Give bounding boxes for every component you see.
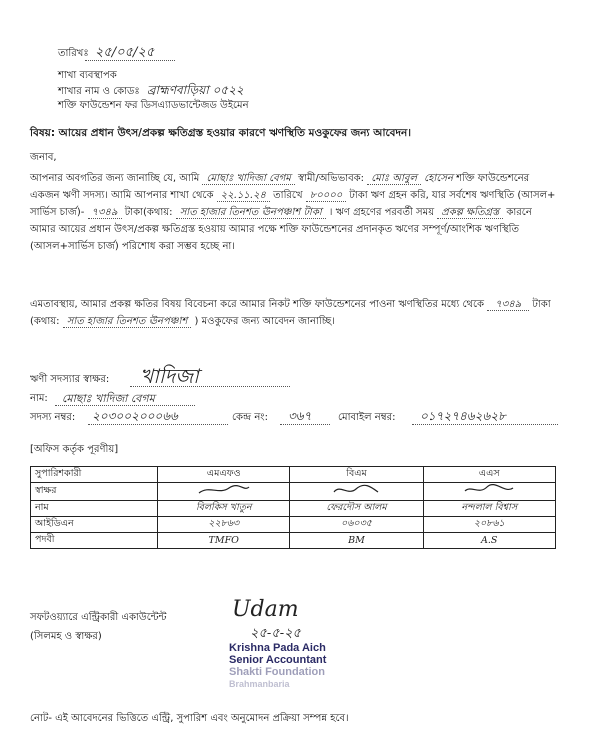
accountant-stamp — [229, 642, 379, 690]
office-sign-row — [31, 483, 556, 501]
mfo-title: TMFO — [158, 533, 290, 549]
reason-hw: প্রকল্প ক্ষতিগ্রস্ত — [437, 207, 503, 219]
office-head-bm: বিএম — [290, 467, 423, 483]
member-name-label: নাম: — [30, 393, 48, 404]
subject: বিষয়: আয়ের প্রধান উৎস/প্রকল্প ক্ষতিগ্রস্ত হওয়ার কারণে ঋণস্থিতি মওকুফের জন্য আবেদন। — [30, 127, 412, 139]
branch-label: শাখার নাম ও কোডঃ — [58, 86, 140, 97]
accountant-signature: Udam — [232, 597, 299, 622]
p1-text-1: আপনার অবগতির জন্য জানাচ্ছি যে, আমি — [30, 173, 200, 184]
date-line — [85, 60, 175, 61]
p1-text-5: টাকা ঋণ গ্রহন করি, যার সর্বশেষ ঋণস্থিতি (আসল+ সার্ভিস চার্জ)- — [30, 190, 556, 218]
member-sig-line — [130, 386, 290, 387]
center-label: কেন্দ্র নং: — [232, 412, 268, 423]
p1-text-6: টাকা(কথায়: — [124, 207, 173, 218]
guardian2-hw: হোসেন — [424, 173, 453, 184]
office-header-row — [31, 467, 556, 483]
office-name-row — [31, 501, 556, 517]
p1-text-3: শক্তি ফাউন্ডেশনের একজন ঋণী সদস্য। আমি আপনার শাখা থেকে — [30, 173, 530, 201]
date-row — [58, 46, 154, 60]
loan-date-hw: ২২.১১.২৪ — [217, 190, 270, 202]
date-value: ২৫/০৫/২৫ — [94, 45, 155, 60]
member-signature: খাদিজা — [140, 364, 199, 388]
p1-text-8: কারনে আমার আয়ের প্রধান উৎস/প্রকল্প ক্ষতিগ্রস্ত হওয়ায় আমার পক্ষে শক্তি ফাউন্ডেশনের প্রদানকৃত ঋণের সম্পূর্ণ/আংশিক ঋণস্থিতি (আসল+সার্ভিস চার্জ) পরিশোধ করা সম্ভব হচ্ছে না। — [30, 207, 532, 252]
office-row-label-title: পদবী — [31, 533, 158, 549]
branch-value: ব্রাহ্মণবাড়িয়া ০৫২২ — [146, 83, 244, 97]
office-row-label-name: নাম — [31, 501, 158, 517]
salutation: জনাব, — [30, 152, 57, 163]
member-sig-label: ঋণী সদস্যার স্বাক্ষর: — [30, 374, 110, 385]
p2-text-3: ) মওকুফের জন্য আবেদন জানাচ্ছি। — [194, 316, 335, 327]
center-value: ৩৬৭ — [288, 409, 312, 423]
office-table — [30, 466, 556, 549]
p1-text-4: তারিখে — [273, 190, 303, 201]
bm-title: BM — [290, 533, 423, 549]
member-name-line — [55, 405, 195, 406]
addressee: শাখা ব্যবস্থাপক — [58, 70, 117, 81]
office-row-label-sign: স্বাক্ষর — [31, 483, 158, 501]
bm-name: ফেরদৌস আলম — [290, 501, 423, 517]
member-name-hw: মোছাঃ খাদিজা বেগম — [202, 173, 294, 185]
p2-text-1: এমতাবস্থায়, আমার প্রকল্প ক্ষতির বিষয় বিবেচনা করে আমার নিকট শক্তি ফাউন্ডেশনের পাওনা ঋণস্থিতির মধ্যে থেকে — [30, 299, 485, 310]
paragraph-1 — [30, 170, 558, 255]
mfo-id: ২২৮৬৩ — [158, 517, 290, 533]
p2-text-2: টাকা (কথায়: — [30, 299, 551, 327]
accountant-sub-label: (সিলমহ ও স্বাক্ষর) — [30, 631, 102, 642]
mobile-label: মোবাইল নম্বর: — [338, 412, 396, 423]
office-id-row — [31, 517, 556, 533]
accountant-label: সফটওয়্যারে এন্ট্রিকারী একাউন্টেন্ট — [30, 612, 167, 623]
outstanding-hw: ৭৩৪৯ — [88, 207, 122, 219]
stamp-title: Senior Accountant — [229, 654, 327, 666]
member-no-value: ২০৩০০২০০০৬৬ — [92, 409, 178, 423]
mobile-line — [412, 424, 558, 425]
stamp-name: Krishna Pada Aich — [229, 642, 326, 654]
as-signature — [423, 483, 556, 501]
stamp-branch: Brahmanbaria — [229, 679, 290, 689]
branch-row — [58, 84, 244, 98]
org-name: শক্তি ফাউন্ডেশন ফর ডিসএ্যাডভান্টেজড উইমেন — [58, 100, 249, 111]
mobile-value: ০১৭২৭৪৬২৬২৮ — [420, 409, 506, 423]
mfo-signature — [158, 483, 290, 501]
paragraph-2 — [30, 296, 558, 330]
loan-amount-hw: ৮০০০০ — [306, 190, 347, 202]
member-no-label: সদস্য নম্বর: — [30, 412, 76, 423]
p1-text-2: স্বামী/অভিভাবক: — [298, 173, 365, 184]
bm-signature — [290, 483, 423, 501]
amount-words-hw: সাত হাজার তিনশত ঊনপঞ্চাশ টাকা — [176, 207, 326, 219]
member-name-value: মোছাঃ খাদিজা বেগম — [62, 392, 155, 405]
guardian-hw: মোঃ আবুল — [367, 173, 421, 185]
as-name: নন্দলাল বিশ্বাস — [423, 501, 556, 517]
office-head-as: এএস — [423, 467, 556, 483]
accountant-date: ২৫-৫-২৫ — [250, 626, 301, 641]
office-row-label-id: আইডিএন — [31, 517, 158, 533]
p1-text-7: । ঋণ গ্রহণের পরবর্তী সময় — [328, 207, 435, 218]
waiver-words-hw: সাত হাজার তিনশত ঊনপঞ্চাশ — [63, 316, 192, 328]
office-title-row — [31, 533, 556, 549]
stamp-org: Shakti Foundation — [229, 666, 325, 678]
bm-id: ০৬০৩৫ — [290, 517, 423, 533]
center-line — [280, 424, 330, 425]
waiver-amount-hw: ৭৩৪৯ — [487, 299, 529, 311]
as-id: ২০৮৬১ — [423, 517, 556, 533]
member-no-line — [88, 424, 228, 425]
office-head-mfo: এমএফও — [158, 467, 290, 483]
office-caption: [অফিস কর্তৃক পূরণীয়] — [30, 444, 119, 455]
mfo-name: বিলকিস খাতুন — [158, 501, 290, 517]
office-head-recommender: সুপারিশকারী — [31, 467, 158, 483]
footer-note: নোট- এই আবেদনের ভিত্তিতে এন্ট্রি, সুপারিশ এবং অনুমোদন প্রক্রিয়া সম্পন্ন হবে। — [30, 713, 349, 724]
as-title: A.S — [423, 533, 556, 549]
date-label: তারিখঃ — [58, 48, 89, 59]
